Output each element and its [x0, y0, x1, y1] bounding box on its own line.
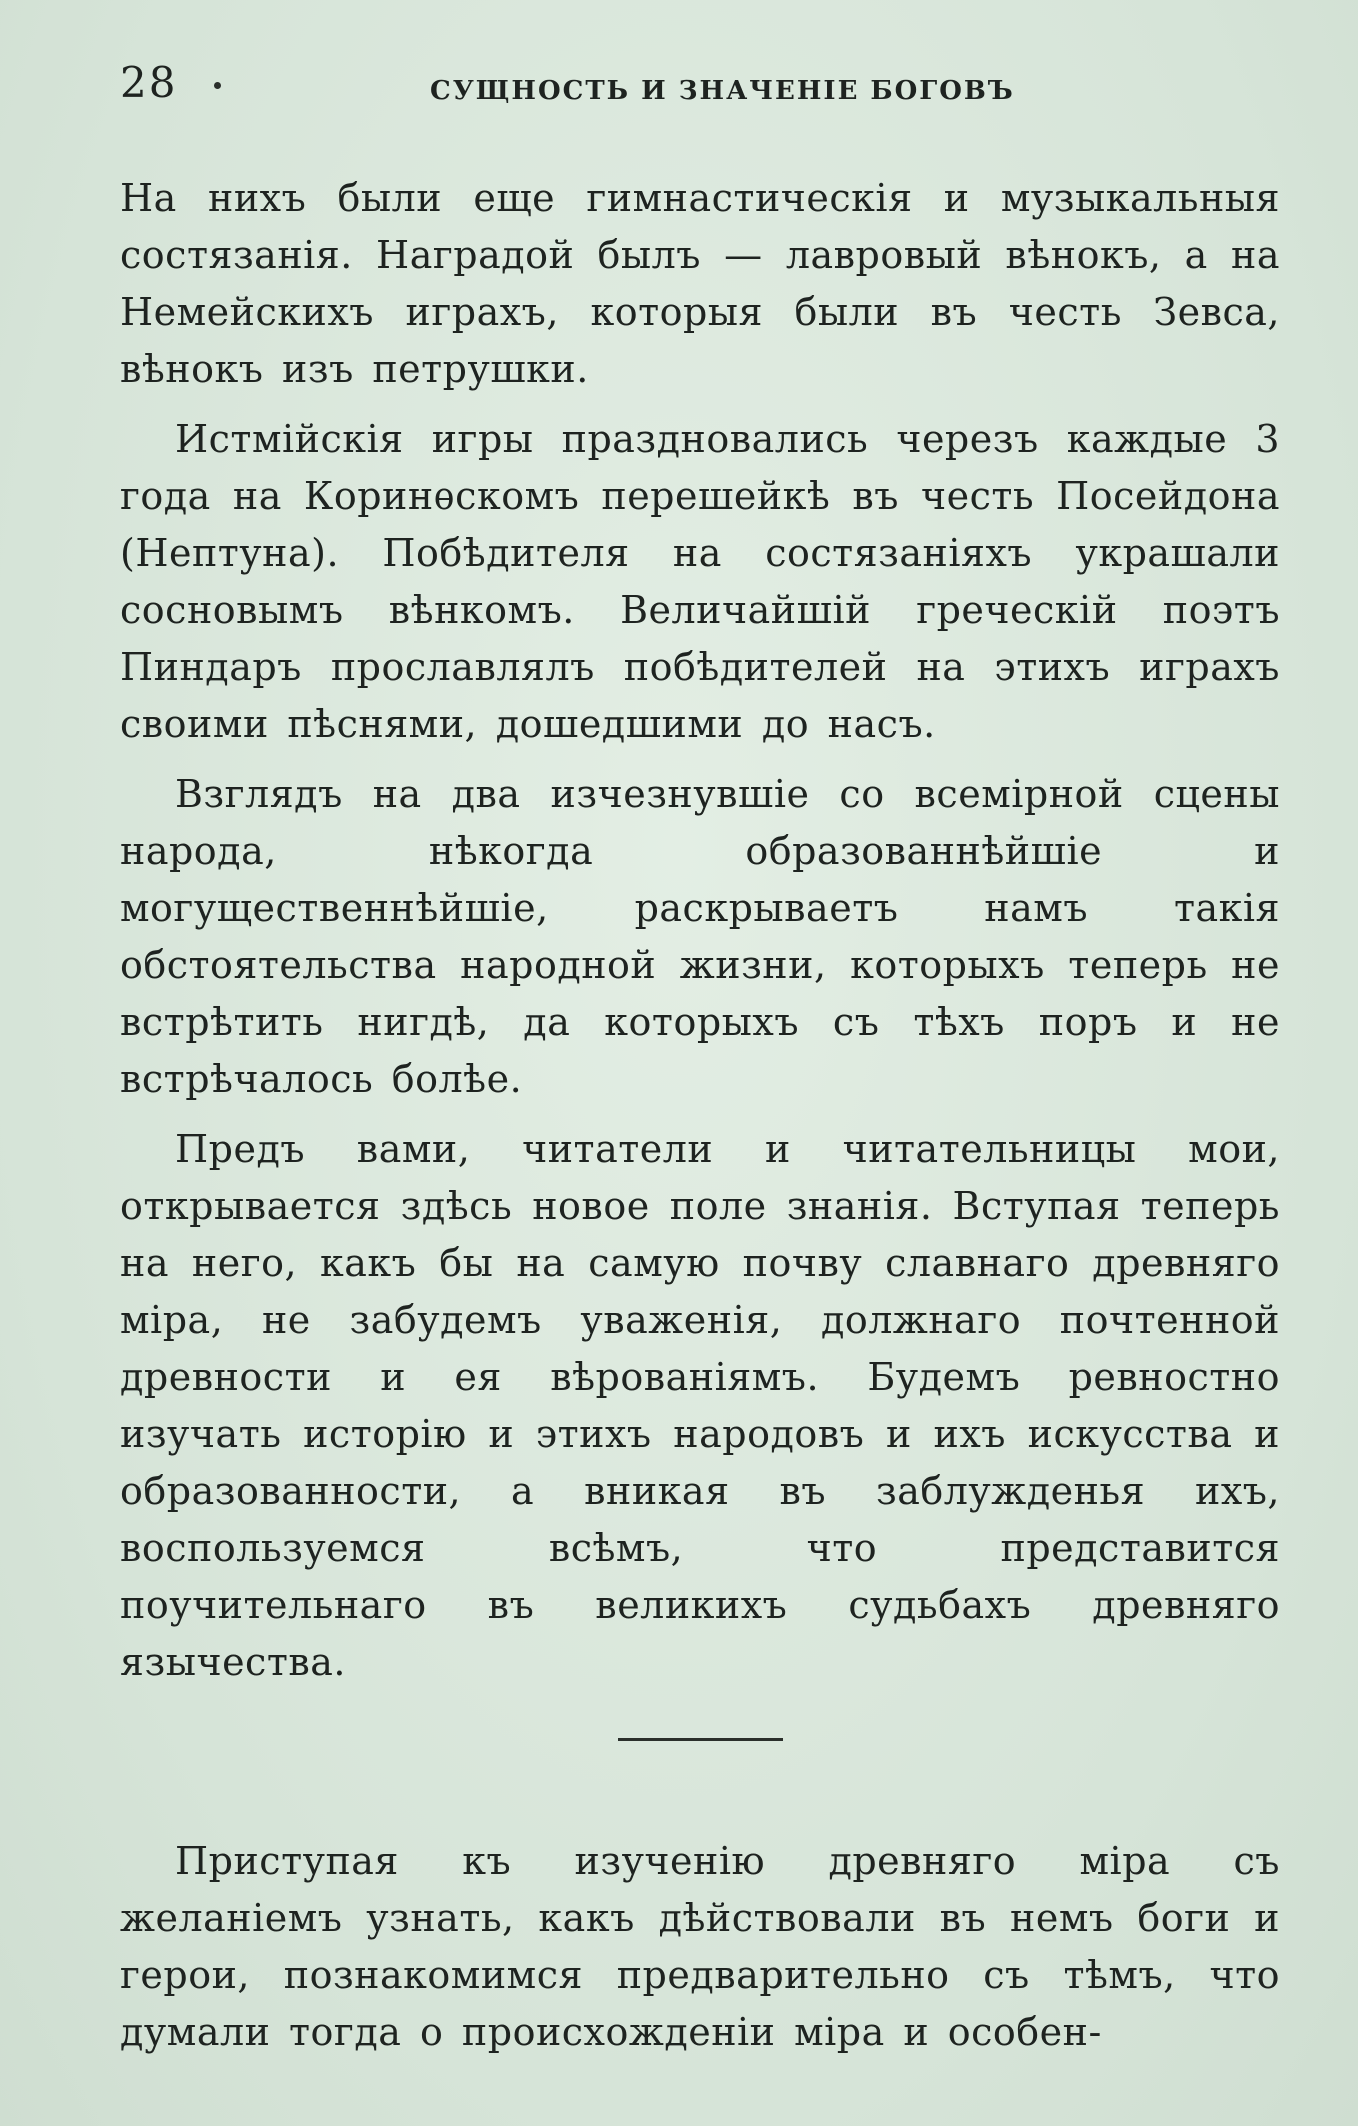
body-text	[120, 170, 1280, 2074]
page-header	[120, 58, 1280, 118]
header-dot	[214, 82, 221, 89]
running-title: СУЩНОСТЬ И ЗНАЧЕНІЕ БОГОВЪ	[430, 76, 1015, 106]
paragraph: Взглядъ на два изчезнувшіе со всемірной сцены народа, нѣкогда образованнѣйшіе и могущественнѣйшіе, раскрываетъ намъ такія обстоятельства народной жизни, которыхъ теперь не встрѣтить нигдѣ, да которыхъ съ тѣхъ поръ и не встрѣчалось болѣе.	[120, 772, 1280, 1101]
book-page	[120, 58, 1280, 2098]
page-number: 28	[120, 58, 178, 107]
paragraph: Приступая къ изученію древняго міра съ желаніемъ узнать, какъ дѣйствовали въ немъ боги и герои, познакомимся предварительно съ тѣмъ, что думали тогда о происхожденіи міра и особен-	[120, 1839, 1280, 2054]
paragraph: Предъ вами, читатели и читательницы мои, открывается здѣсь новое поле знанія. Вступая теперь на него, какъ бы на самую почву славнаго древняго міра, не забудемъ уваженія, должнаго почтенной древности и ея вѣрованіямъ. Будемъ ревностно изучать исторію и этихъ народовъ и ихъ искусства и образованности, а вникая въ заблужденья ихъ, воспользуемся всѣмъ, что представится поучительнаго въ великихъ судьбахъ древняго язычества.	[120, 1127, 1280, 1684]
paragraph: На нихъ были еще гимнастическія и музыкальныя состязанія. Наградой былъ — лавровый вѣнокъ, а на Немейскихъ играхъ, которыя были въ честь Зевса, вѣнокъ изъ петрушки.	[120, 176, 1280, 391]
paragraph: Истмійскія игры праздновались черезъ каждые 3 года на Коринѳскомъ перешейкѣ въ честь Посейдона (Нептуна). Побѣдителя на состязаніяхъ украшали сосновымъ вѣнкомъ. Величайшій греческій поэтъ Пиндаръ прославлялъ побѣдителей на этихъ играхъ своими пѣснями, дошедшими до насъ.	[120, 417, 1280, 746]
section-separator	[618, 1738, 783, 1741]
